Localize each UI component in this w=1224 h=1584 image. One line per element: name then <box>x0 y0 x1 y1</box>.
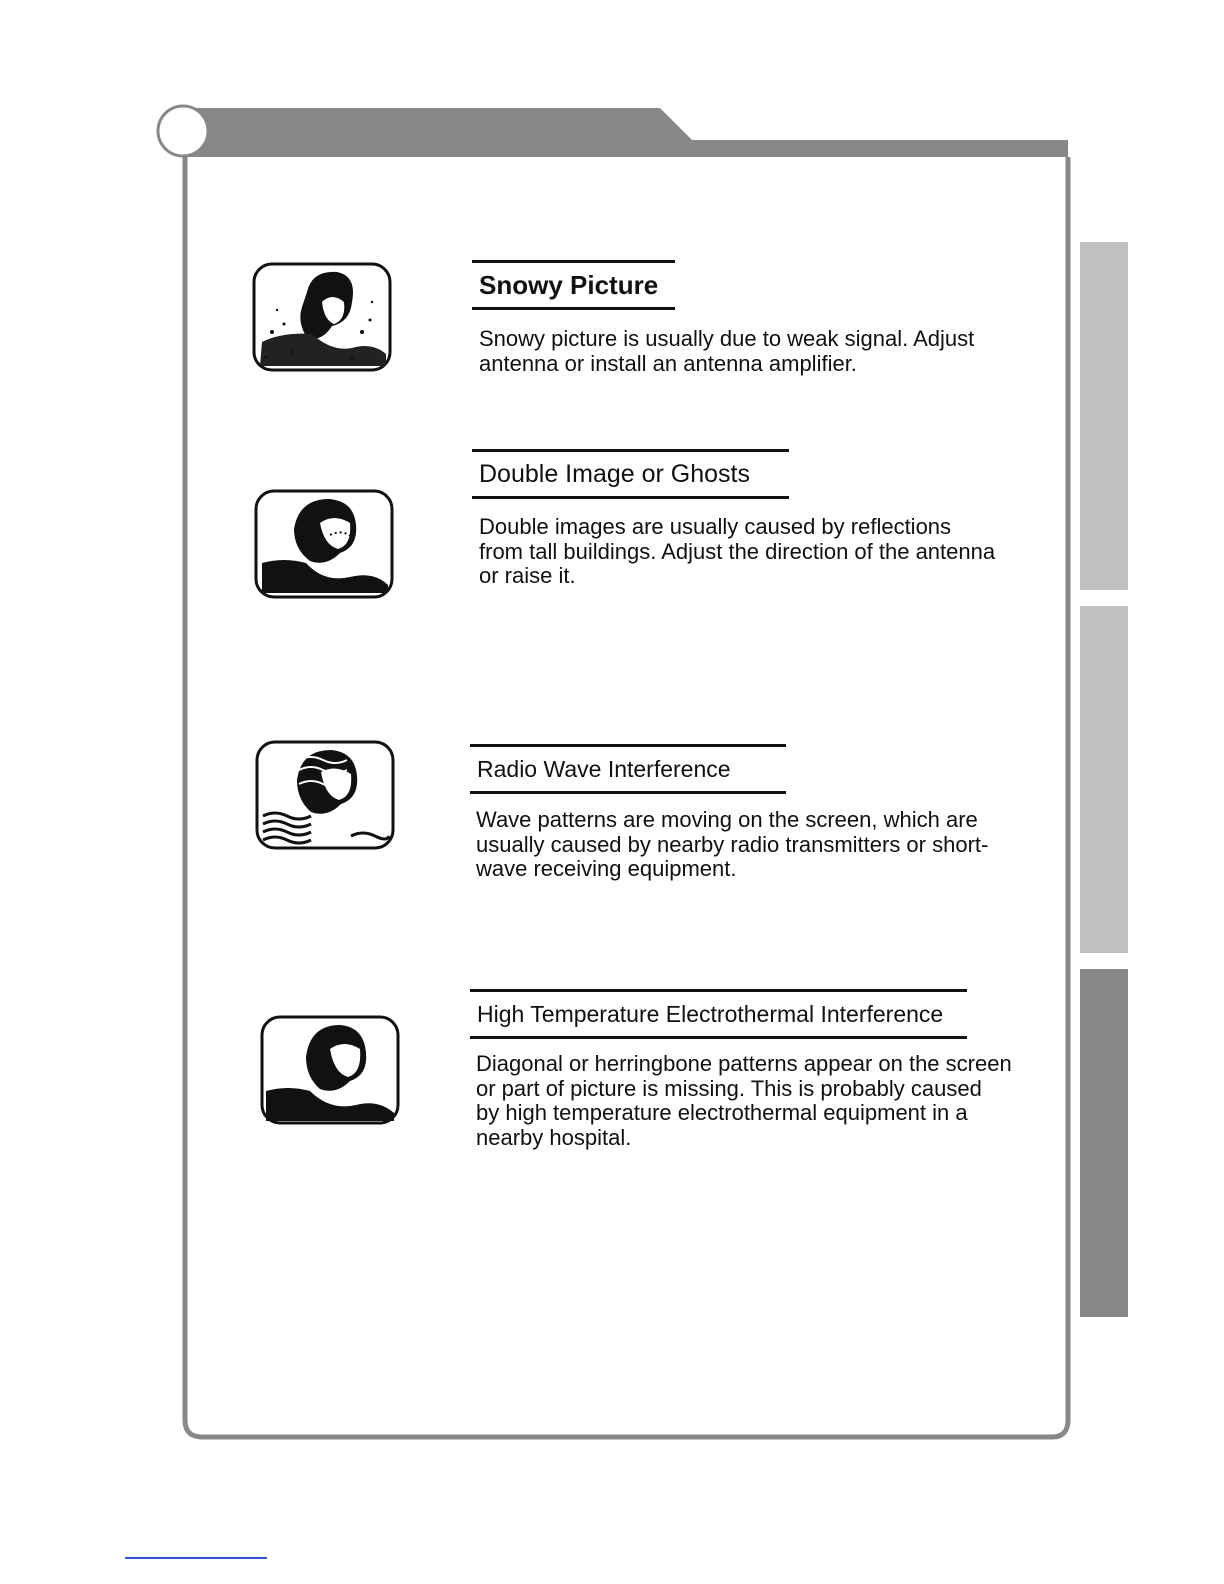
section-title-radio-wave: Radio Wave Interference <box>470 744 786 794</box>
section-text-electrothermal <box>476 1052 1012 1150</box>
text-line: usually caused by nearby radio transmitters or short- <box>476 831 989 857</box>
side-tab-1 <box>1080 242 1128 590</box>
section-text-ghosts <box>479 515 995 589</box>
text-line: nearby hospital. <box>476 1124 632 1150</box>
header-circle-badge <box>158 106 208 156</box>
text-line: antenna or install an antenna amplifier. <box>479 350 857 376</box>
text-line: Snowy picture is usually due to weak signal. Adjust <box>479 326 975 351</box>
tv-herringbone-icon <box>260 1015 400 1127</box>
side-tab-2 <box>1080 606 1128 953</box>
tv-ghost-image-icon <box>254 489 394 601</box>
text-line: or part of picture is missing. This is probably caused <box>476 1075 982 1101</box>
tv-wave-interference-icon <box>255 740 395 852</box>
tv-snowy-picture-icon <box>252 262 392 374</box>
text-line: by high temperature electrothermal equipment in a <box>476 1100 968 1125</box>
text-line: Diagonal or herringbone patterns appear on the screen <box>476 1051 1012 1076</box>
text-line: or raise it. <box>479 563 576 588</box>
section-title-snowy: Snowy Picture <box>472 260 675 310</box>
text-line: from tall buildings. Adjust the direction of the antenna <box>479 538 996 564</box>
text-line: Wave patterns are moving on the screen, which are <box>476 807 978 832</box>
section-text-snowy <box>479 327 974 376</box>
text-line: Double images are usually caused by reflections <box>479 514 952 539</box>
section-text-radio-wave <box>476 808 988 882</box>
header-bar <box>183 108 1068 157</box>
side-tab-3-active <box>1080 969 1128 1317</box>
section-title-electrothermal: High Temperature Electrothermal Interference <box>470 989 967 1039</box>
section-title-ghosts: Double Image or Ghosts <box>472 449 789 499</box>
text-line: wave receiving equipment. <box>476 856 737 881</box>
footer-rule <box>125 1557 267 1559</box>
